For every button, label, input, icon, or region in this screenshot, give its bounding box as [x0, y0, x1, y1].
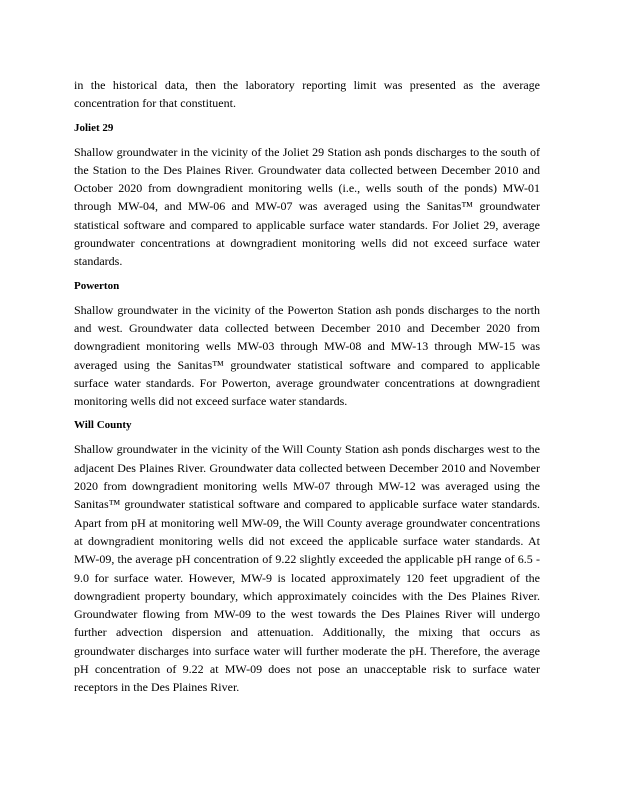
- section-paragraph: Shallow groundwater in the vicinity of the Joliet 29 Station ash ponds discharges to the south of the Station to the Des Plaines River. Groundwater data collected between December 2010 and October 2020 from downgradient monitoring wells (i.e., wells south of the ponds) MW-01 through MW-04, and MW-06 and MW-07 was averaged using the Sanitas™ groundwater statistical software and compared to applicable surface water standards. For Joliet 29, average groundwater concentrations at downgradient monitoring wells did not exceed surface water standards.: [74, 144, 540, 269]
- section-heading: Joliet 29: [74, 121, 114, 134]
- section-paragraph: Shallow groundwater in the vicinity of the Will County Station ash ponds discharges west to the adjacent Des Plaines River. Groundwater data collected between December 2010 and November 2020 from downgradient monitoring wells MW-07 through MW-12 was averaged using the Sanitas™ groundwater statistical software and compared to applicable surface water standards. Apart from pH at monitoring well MW-09, the Will County average groundwater concentrations at downgradient monitoring wells did not exceed the applicable surface water standards. At MW-09, the average pH concentration of 9.22 slightly exceeded the applicable pH range of 6.5 - 9.0 for surface water. However, MW-9 is located approximately 120 feet upgradient of the downgradient property boundary, which approximately coincides with the Des Plaines River. Groundwater flowing from MW-09 to the west towards the Des Plaines River will undergo further advection dispersion and attenuation. Additionally, the mixing that occurs as groundwater discharges into surface water will further moderate the pH. Therefore, the average pH concentration of 9.22 at MW-09 does not pose an unacceptable risk to surface water receptors in the Des Plaines River.: [74, 442, 540, 695]
- section-paragraph: Shallow groundwater in the vicinity of the Powerton Station ash ponds discharges to the north and west. Groundwater data collected between December 2010 and December 2020 from downgradient monitoring wells MW-03 through MW-08 and MW-13 through MW-15 was averaged using the Sanitas™ groundwater statistical software and compared to applicable surface water standards. For Powerton, average groundwater concentrations at downgradient monitoring wells did not exceed surface water standards.: [74, 302, 540, 409]
- section-heading: Will County: [74, 419, 132, 432]
- intro-paragraph: in the historical data, then the laboratory reporting limit was presented as the average concentration for that constituent.: [74, 78, 540, 111]
- page-body: [74, 76, 540, 705]
- section-heading: Powerton: [74, 279, 120, 292]
